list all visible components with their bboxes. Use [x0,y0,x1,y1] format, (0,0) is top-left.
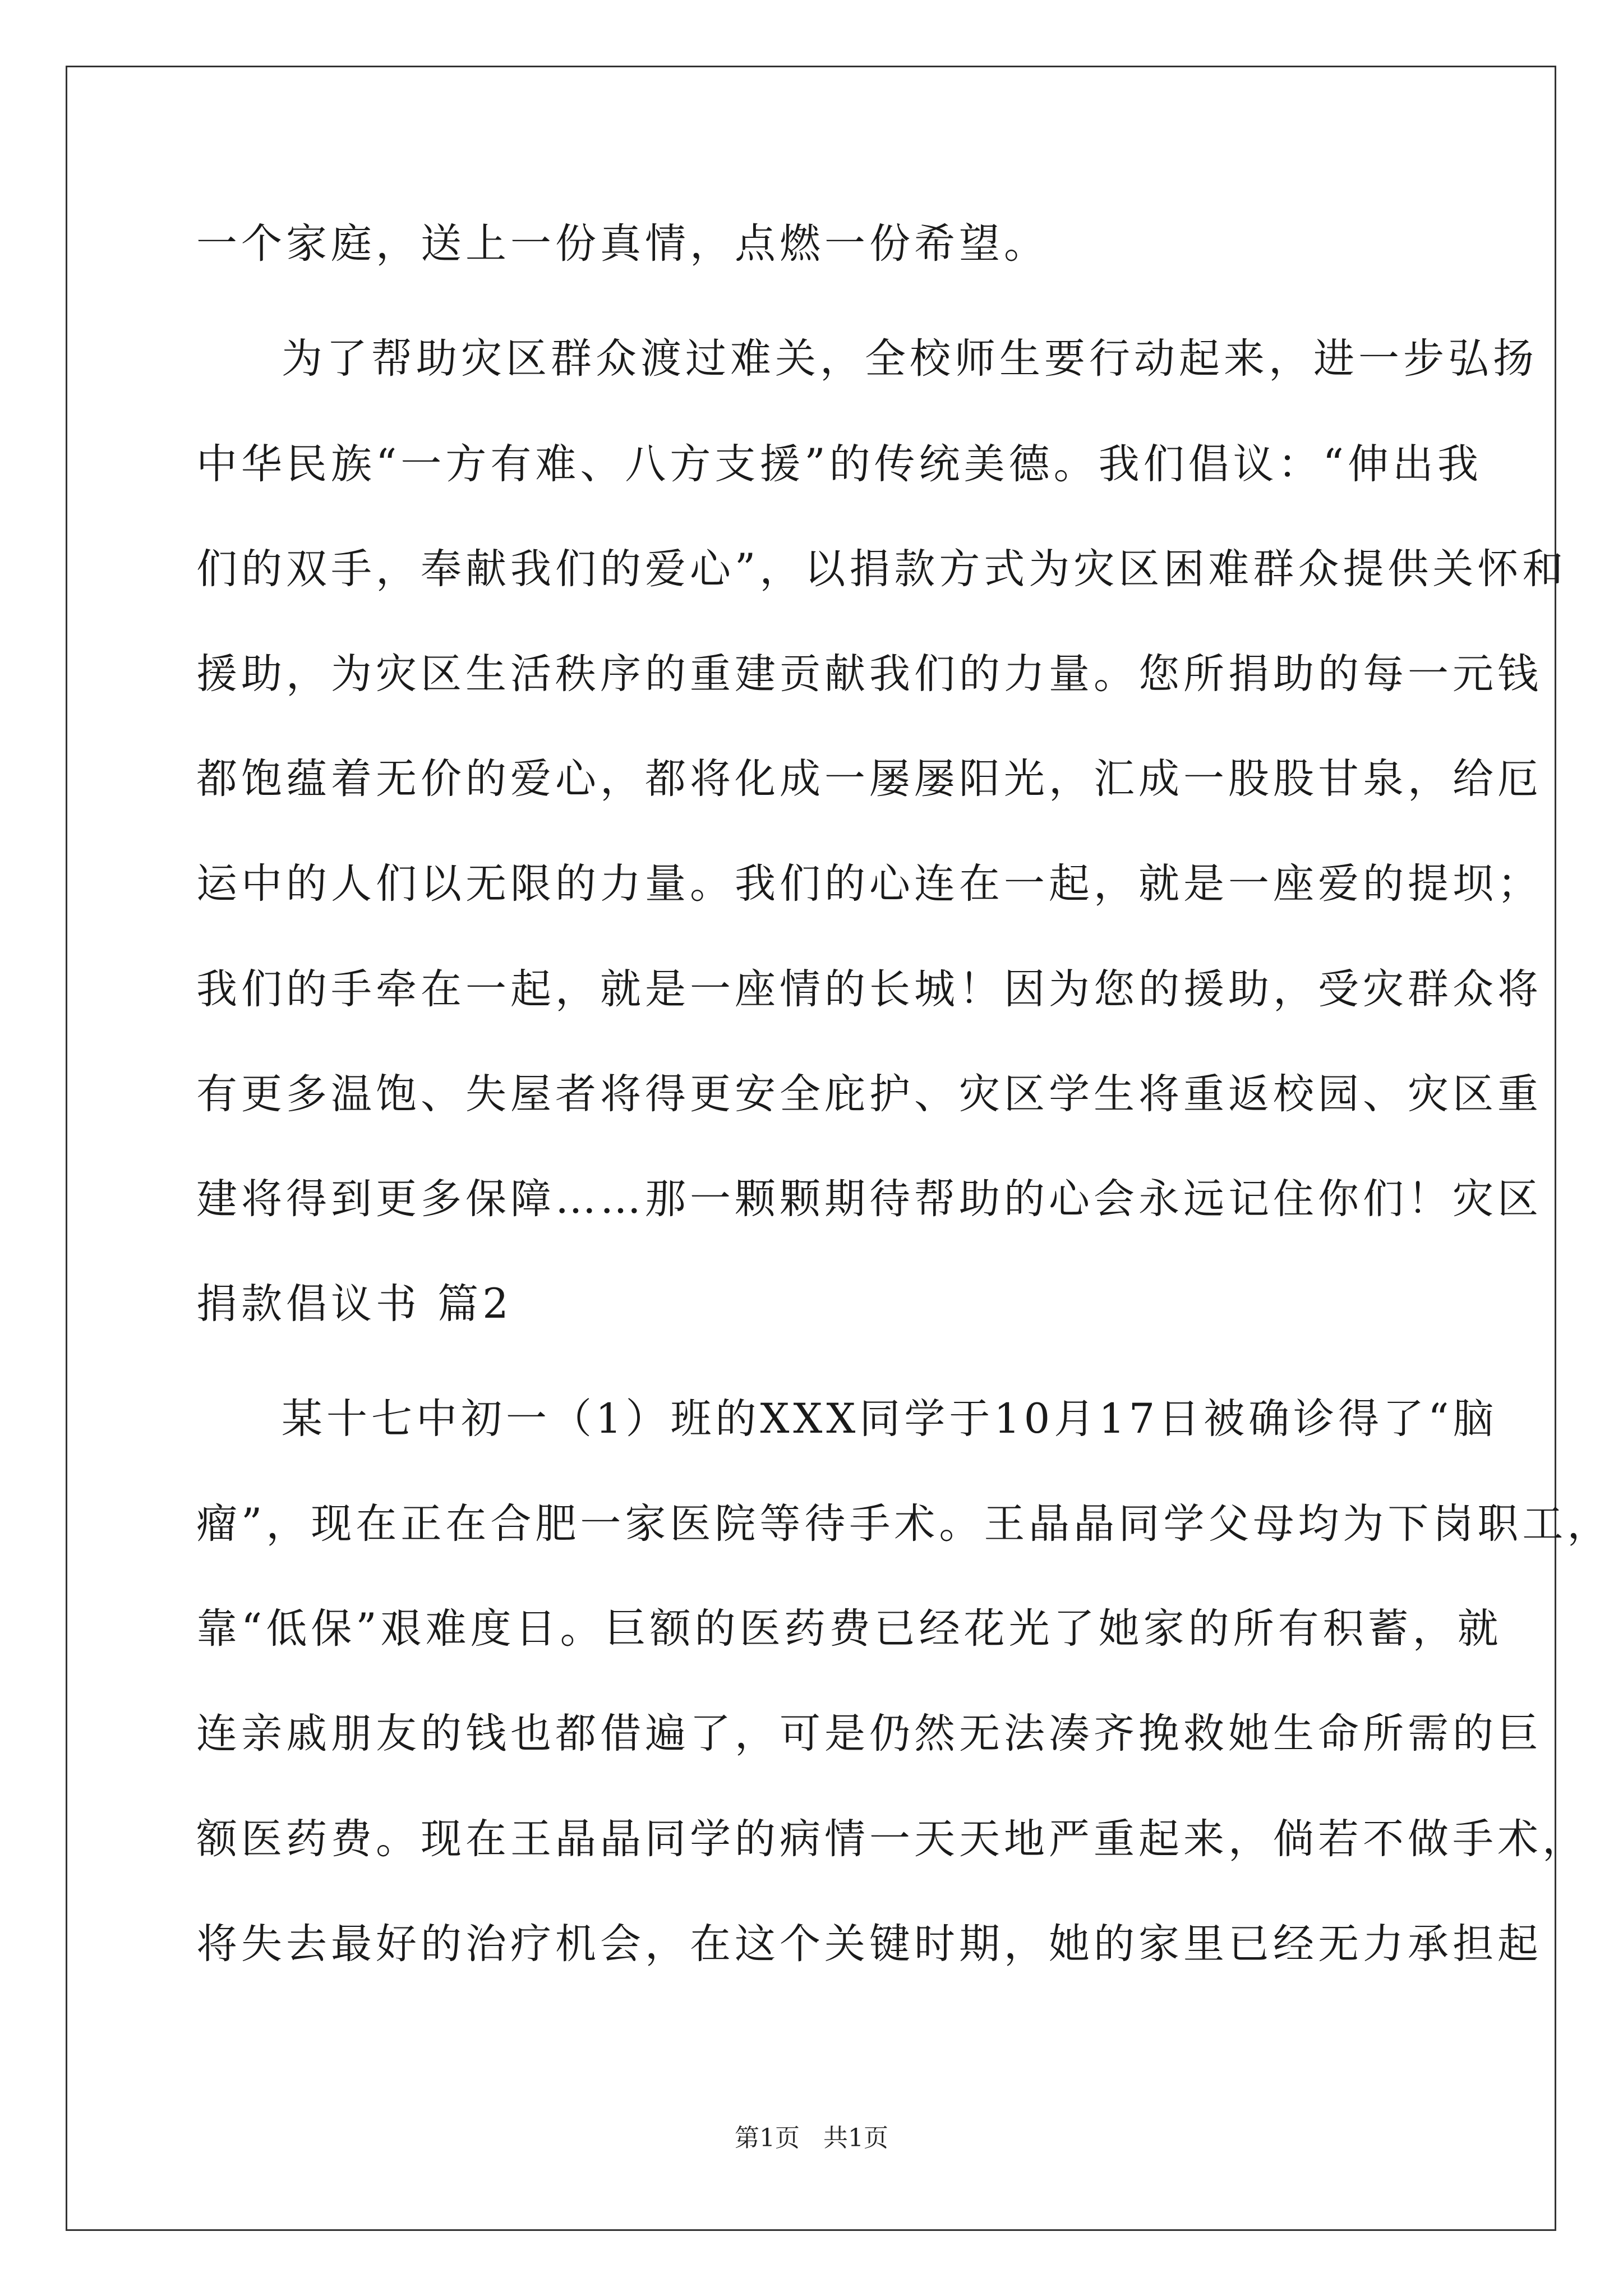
text-line: 建将得到更多保障……那一颗颗期待帮助的心会永远记住你们！灾区 [196,1175,1542,1223]
text-line: 我们的手牵在一起，就是一座情的长城！因为您的援助，受灾群众将 [196,965,1542,1013]
text-line: 运中的人们以无限的力量。我们的心连在一起，就是一座爱的提坝； [196,860,1542,908]
text-line: 额医药费。现在王晶晶同学的病情一天天地严重起来，倘若不做手术， [196,1815,1587,1863]
text-line: 一个家庭，送上一份真情，点燃一份希望。 [196,220,1049,268]
text-line: 有更多温饱、失屋者将得更安全庇护、灾区学生将重返校园、灾区重 [196,1070,1542,1118]
text-line: 中华民族“一方有难、八方支援”的传统美德。我们倡议：“伸出我 [196,440,1482,488]
text-line: 瘤”，现在正在合肥一家医院等待手术。王晶晶同学父母均为下岗职工， [196,1500,1612,1548]
section-heading: 捐款倡议书 篇2 [196,1280,513,1328]
text-line: 援助，为灾区生活秩序的重建贡献我们的力量。您所捐助的每一元钱 [196,650,1542,698]
text-line: 某十七中初一（1）班的XXX同学于10月17日被确诊得了“脑 [282,1395,1498,1443]
text-line: 们的双手，奉献我们的爱心”，以捐款方式为灾区困难群众提供关怀和 [196,545,1567,593]
page-number-footer: 第1页 共1页 [735,2124,888,2152]
text-line: 靠“低保”艰难度日。巨额的医药费已经花光了她家的所有积蓄，就 [196,1605,1502,1653]
text-line: 为了帮助灾区群众渡过难关，全校师生要行动起来，进一步弘扬 [282,335,1538,383]
text-line: 都饱蕴着无价的爱心，都将化成一屡屡阳光，汇成一股股甘泉，给厄 [196,755,1542,803]
text-line: 将失去最好的治疗机会，在这个关键时期，她的家里已经无力承担起 [196,1920,1542,1968]
text-line: 连亲戚朋友的钱也都借遍了，可是仍然无法凑齐挽救她生命所需的巨 [196,1710,1542,1757]
